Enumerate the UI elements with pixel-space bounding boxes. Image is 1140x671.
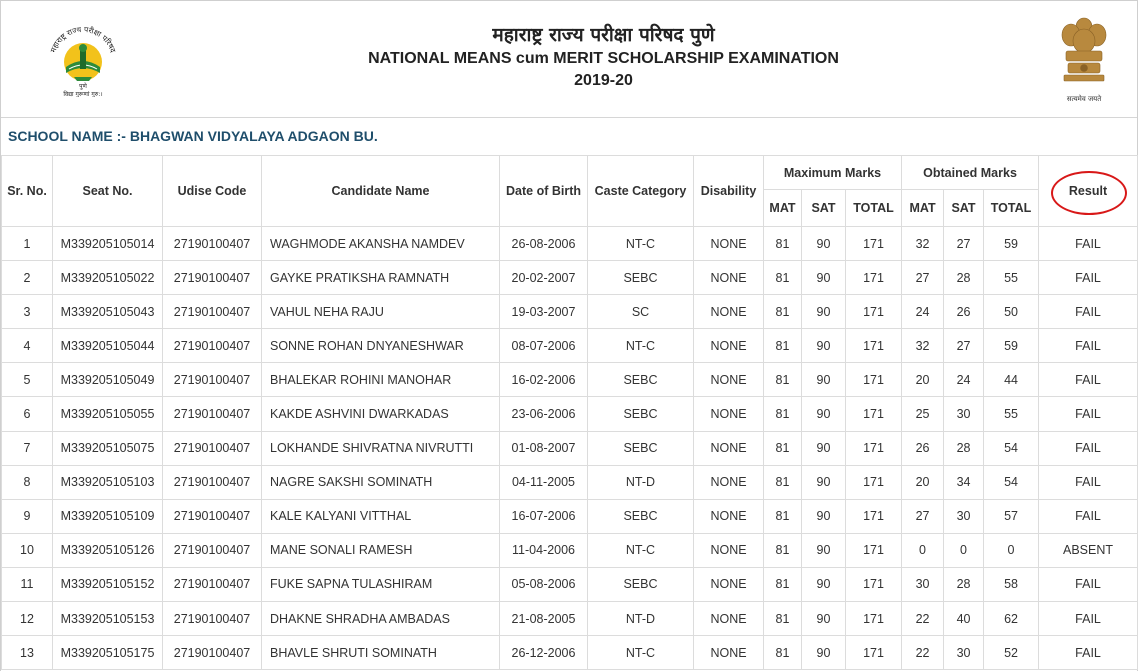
exam-year: 2019-20 — [574, 72, 633, 89]
cell-sr-no: 12 — [2, 602, 53, 636]
cell-max-sat: 90 — [802, 465, 846, 499]
cell-candidate-name: KAKDE ASHVINI DWARKADAS — [262, 397, 500, 431]
results-table — [1, 155, 1138, 670]
cell-disability: NONE — [694, 329, 764, 363]
red-annotation-circle — [1051, 171, 1127, 215]
cell-seat-no: M339205105022 — [53, 261, 163, 295]
cell-seat-no: M339205105103 — [53, 465, 163, 499]
cell-obt-mat: 22 — [902, 636, 944, 670]
cell-caste: NT-D — [588, 602, 694, 636]
cell-max-total: 171 — [846, 567, 902, 601]
cell-udise-code: 27190100407 — [163, 499, 262, 533]
cell-sr-no: 2 — [2, 261, 53, 295]
cell-dob: 05-08-2006 — [500, 567, 588, 601]
col-header-disability: Disability — [694, 156, 764, 227]
cell-seat-no: M339205105014 — [53, 227, 163, 261]
school-name-bar — [1, 118, 1137, 156]
cell-max-total: 171 — [846, 533, 902, 567]
cell-disability: NONE — [694, 636, 764, 670]
cell-max-total: 171 — [846, 227, 902, 261]
cell-disability: NONE — [694, 261, 764, 295]
cell-dob: 26-08-2006 — [500, 227, 588, 261]
table-row — [2, 567, 1138, 601]
cell-obt-sat: 28 — [944, 567, 984, 601]
cell-obt-total: 59 — [984, 329, 1039, 363]
cell-disability: NONE — [694, 602, 764, 636]
title-english: NATIONAL MEANS cum MERIT SCHOLARSHIP EXAMINATION — [368, 50, 839, 67]
cell-obt-total: 55 — [984, 397, 1039, 431]
cell-dob: 16-07-2006 — [500, 499, 588, 533]
cell-sr-no: 4 — [2, 329, 53, 363]
cell-sr-no: 1 — [2, 227, 53, 261]
cell-max-mat: 81 — [764, 602, 802, 636]
cell-obt-mat: 27 — [902, 499, 944, 533]
cell-candidate-name: WAGHMODE AKANSHA NAMDEV — [262, 227, 500, 261]
cell-obt-total: 54 — [984, 465, 1039, 499]
cell-seat-no: M339205105049 — [53, 363, 163, 397]
col-header-dob: Date of Birth — [500, 156, 588, 227]
cell-result: FAIL — [1039, 431, 1138, 465]
national-emblem — [1052, 13, 1116, 105]
col-header-candidate-name: Candidate Name — [262, 156, 500, 227]
cell-obt-mat: 32 — [902, 227, 944, 261]
cell-udise-code: 27190100407 — [163, 397, 262, 431]
cell-caste: SEBC — [588, 499, 694, 533]
cell-result: FAIL — [1039, 227, 1138, 261]
cell-sr-no: 8 — [2, 465, 53, 499]
cell-candidate-name: DHAKNE SHRADHA AMBADAS — [262, 602, 500, 636]
cell-max-sat: 90 — [802, 636, 846, 670]
cell-candidate-name: FUKE SAPNA TULASHIRAM — [262, 567, 500, 601]
cell-obt-total: 58 — [984, 567, 1039, 601]
cell-caste: SEBC — [588, 567, 694, 601]
cell-udise-code: 27190100407 — [163, 261, 262, 295]
cell-obt-sat: 28 — [944, 261, 984, 295]
cell-obt-total: 54 — [984, 431, 1039, 465]
col-header-obtained-marks: Obtained Marks — [902, 156, 1039, 190]
results-body — [2, 227, 1138, 670]
cell-candidate-name: NAGRE SAKSHI SOMINATH — [262, 465, 500, 499]
cell-obt-sat: 34 — [944, 465, 984, 499]
cell-candidate-name: MANE SONALI RAMESH — [262, 533, 500, 567]
cell-seat-no: M339205105043 — [53, 295, 163, 329]
table-row — [2, 295, 1138, 329]
cell-obt-sat: 40 — [944, 602, 984, 636]
cell-obt-total: 50 — [984, 295, 1039, 329]
cell-caste: SEBC — [588, 431, 694, 465]
cell-max-sat: 90 — [802, 567, 846, 601]
cell-disability: NONE — [694, 567, 764, 601]
cell-max-mat: 81 — [764, 431, 802, 465]
cell-max-total: 171 — [846, 363, 902, 397]
col-header-obt-mat: MAT — [902, 190, 944, 227]
cell-dob: 04-11-2005 — [500, 465, 588, 499]
cell-obt-mat: 22 — [902, 602, 944, 636]
cell-sr-no: 6 — [2, 397, 53, 431]
cell-result: FAIL — [1039, 397, 1138, 431]
cell-udise-code: 27190100407 — [163, 329, 262, 363]
cell-dob: 21-08-2005 — [500, 602, 588, 636]
cell-disability: NONE — [694, 431, 764, 465]
cell-seat-no: M339205105075 — [53, 431, 163, 465]
cell-seat-no: M339205105055 — [53, 397, 163, 431]
col-header-max-mat: MAT — [764, 190, 802, 227]
cell-udise-code: 27190100407 — [163, 431, 262, 465]
col-header-udise-code: Udise Code — [163, 156, 262, 227]
cell-max-sat: 90 — [802, 499, 846, 533]
cell-result: ABSENT — [1039, 533, 1138, 567]
table-row — [2, 329, 1138, 363]
page-header — [1, 1, 1137, 118]
cell-dob: 20-02-2007 — [500, 261, 588, 295]
cell-obt-mat: 24 — [902, 295, 944, 329]
cell-caste: SEBC — [588, 363, 694, 397]
cell-seat-no: M339205105126 — [53, 533, 163, 567]
cell-candidate-name: LOKHANDE SHIVRATNA NIVRUTTI — [262, 431, 500, 465]
table-row — [2, 261, 1138, 295]
cell-dob: 01-08-2007 — [500, 431, 588, 465]
col-header-result — [1039, 156, 1138, 227]
cell-max-mat: 81 — [764, 465, 802, 499]
cell-caste: NT-C — [588, 227, 694, 261]
col-header-seat-no: Seat No. — [53, 156, 163, 227]
cell-sr-no: 11 — [2, 567, 53, 601]
cell-max-sat: 90 — [802, 533, 846, 567]
cell-max-sat: 90 — [802, 397, 846, 431]
cell-caste: NT-C — [588, 636, 694, 670]
col-header-max-marks: Maximum Marks — [764, 156, 902, 190]
cell-max-mat: 81 — [764, 261, 802, 295]
cell-candidate-name: GAYKE PRATIKSHA RAMNATH — [262, 261, 500, 295]
cell-candidate-name: SONNE ROHAN DNYANESHWAR — [262, 329, 500, 363]
cell-result: FAIL — [1039, 261, 1138, 295]
cell-sr-no: 10 — [2, 533, 53, 567]
cell-disability: NONE — [694, 465, 764, 499]
cell-obt-mat: 20 — [902, 465, 944, 499]
emblem-caption: सत्यमेव जयते — [1066, 95, 1102, 103]
cell-max-mat: 81 — [764, 227, 802, 261]
cell-seat-no: M339205105044 — [53, 329, 163, 363]
cell-obt-total: 57 — [984, 499, 1039, 533]
cell-seat-no: M339205105175 — [53, 636, 163, 670]
table-row — [2, 431, 1138, 465]
cell-result: FAIL — [1039, 295, 1138, 329]
cell-obt-sat: 30 — [944, 397, 984, 431]
cell-max-total: 171 — [846, 636, 902, 670]
cell-max-sat: 90 — [802, 261, 846, 295]
cell-max-mat: 81 — [764, 397, 802, 431]
cell-candidate-name: KALE KALYANI VITTHAL — [262, 499, 500, 533]
cell-seat-no: M339205105153 — [53, 602, 163, 636]
cell-obt-mat: 0 — [902, 533, 944, 567]
cell-caste: SEBC — [588, 397, 694, 431]
cell-result: FAIL — [1039, 567, 1138, 601]
table-row — [2, 363, 1138, 397]
cell-disability: NONE — [694, 499, 764, 533]
cell-result: FAIL — [1039, 636, 1138, 670]
cell-obt-sat: 26 — [944, 295, 984, 329]
logo-arc-text: महाराष्ट्र राज्य परीक्षा परिषद — [48, 24, 118, 54]
cell-dob: 26-12-2006 — [500, 636, 588, 670]
cell-candidate-name: BHAVLE SHRUTI SOMINATH — [262, 636, 500, 670]
cell-obt-total: 62 — [984, 602, 1039, 636]
cell-obt-mat: 27 — [902, 261, 944, 295]
col-header-caste: Caste Category — [588, 156, 694, 227]
cell-max-sat: 90 — [802, 363, 846, 397]
cell-max-total: 171 — [846, 499, 902, 533]
cell-udise-code: 27190100407 — [163, 533, 262, 567]
cell-obt-sat: 30 — [944, 636, 984, 670]
cell-dob: 16-02-2006 — [500, 363, 588, 397]
cell-max-mat: 81 — [764, 533, 802, 567]
cell-obt-sat: 28 — [944, 431, 984, 465]
table-row — [2, 397, 1138, 431]
cell-max-total: 171 — [846, 329, 902, 363]
cell-dob: 08-07-2006 — [500, 329, 588, 363]
cell-obt-sat: 30 — [944, 499, 984, 533]
cell-caste: SC — [588, 295, 694, 329]
cell-sr-no: 13 — [2, 636, 53, 670]
cell-dob: 19-03-2007 — [500, 295, 588, 329]
cell-sr-no: 9 — [2, 499, 53, 533]
table-row — [2, 227, 1138, 261]
cell-max-mat: 81 — [764, 636, 802, 670]
cell-obt-total: 55 — [984, 261, 1039, 295]
cell-max-sat: 90 — [802, 602, 846, 636]
cell-udise-code: 27190100407 — [163, 567, 262, 601]
cell-obt-total: 59 — [984, 227, 1039, 261]
cell-caste: NT-D — [588, 465, 694, 499]
cell-candidate-name: VAHUL NEHA RAJU — [262, 295, 500, 329]
cell-dob: 23-06-2006 — [500, 397, 588, 431]
cell-obt-total: 0 — [984, 533, 1039, 567]
cell-obt-mat: 26 — [902, 431, 944, 465]
col-header-max-total: TOTAL — [846, 190, 902, 227]
cell-max-total: 171 — [846, 397, 902, 431]
cell-max-total: 171 — [846, 261, 902, 295]
cell-obt-total: 52 — [984, 636, 1039, 670]
cell-max-mat: 81 — [764, 295, 802, 329]
col-header-obt-total: TOTAL — [984, 190, 1039, 227]
cell-max-total: 171 — [846, 295, 902, 329]
cell-disability: NONE — [694, 363, 764, 397]
cell-result: FAIL — [1039, 602, 1138, 636]
table-header-row — [2, 156, 1138, 190]
cell-obt-mat: 20 — [902, 363, 944, 397]
msce-logo — [44, 21, 122, 97]
table-row — [2, 465, 1138, 499]
table-row — [2, 602, 1138, 636]
cell-max-total: 171 — [846, 602, 902, 636]
school-name: SCHOOL NAME :- BHAGWAN VIDYALAYA ADGAON BU. — [8, 128, 378, 144]
cell-disability: NONE — [694, 397, 764, 431]
cell-udise-code: 27190100407 — [163, 465, 262, 499]
cell-max-mat: 81 — [764, 363, 802, 397]
cell-obt-sat: 27 — [944, 329, 984, 363]
cell-candidate-name: BHALEKAR ROHINI MANOHAR — [262, 363, 500, 397]
cell-dob: 11-04-2006 — [500, 533, 588, 567]
cell-obt-total: 44 — [984, 363, 1039, 397]
cell-obt-sat: 24 — [944, 363, 984, 397]
cell-caste: NT-C — [588, 329, 694, 363]
cell-max-sat: 90 — [802, 295, 846, 329]
cell-obt-sat: 0 — [944, 533, 984, 567]
col-header-obt-sat: SAT — [944, 190, 984, 227]
title-marathi: महाराष्ट्र राज्य परीक्षा परिषद पुणे — [492, 24, 715, 46]
cell-obt-mat: 32 — [902, 329, 944, 363]
cell-result: FAIL — [1039, 499, 1138, 533]
cell-max-mat: 81 — [764, 499, 802, 533]
cell-seat-no: M339205105152 — [53, 567, 163, 601]
cell-obt-mat: 25 — [902, 397, 944, 431]
col-header-max-sat: SAT — [802, 190, 846, 227]
result-header-label: Result — [1068, 184, 1108, 198]
cell-max-sat: 90 — [802, 431, 846, 465]
cell-udise-code: 27190100407 — [163, 227, 262, 261]
cell-caste: SEBC — [588, 261, 694, 295]
cell-max-sat: 90 — [802, 227, 846, 261]
cell-obt-sat: 27 — [944, 227, 984, 261]
cell-result: FAIL — [1039, 329, 1138, 363]
cell-caste: NT-C — [588, 533, 694, 567]
table-row — [2, 636, 1138, 670]
header-titles — [321, 23, 886, 91]
cell-seat-no: M339205105109 — [53, 499, 163, 533]
cell-result: FAIL — [1039, 363, 1138, 397]
cell-max-total: 171 — [846, 431, 902, 465]
cell-sr-no: 5 — [2, 363, 53, 397]
table-row — [2, 533, 1138, 567]
cell-sr-no: 3 — [2, 295, 53, 329]
cell-max-mat: 81 — [764, 329, 802, 363]
logo-city: पुणे — [79, 83, 87, 90]
cell-max-mat: 81 — [764, 567, 802, 601]
cell-obt-mat: 30 — [902, 567, 944, 601]
cell-udise-code: 27190100407 — [163, 602, 262, 636]
cell-disability: NONE — [694, 533, 764, 567]
logo-motto: विद्या गुरूणां गुरु:। — [63, 91, 103, 97]
cell-udise-code: 27190100407 — [163, 636, 262, 670]
cell-sr-no: 7 — [2, 431, 53, 465]
cell-result: FAIL — [1039, 465, 1138, 499]
col-header-sr-no: Sr. No. — [2, 156, 53, 227]
cell-udise-code: 27190100407 — [163, 363, 262, 397]
cell-max-sat: 90 — [802, 329, 846, 363]
cell-disability: NONE — [694, 295, 764, 329]
cell-disability: NONE — [694, 227, 764, 261]
cell-max-total: 171 — [846, 465, 902, 499]
table-row — [2, 499, 1138, 533]
cell-udise-code: 27190100407 — [163, 295, 262, 329]
